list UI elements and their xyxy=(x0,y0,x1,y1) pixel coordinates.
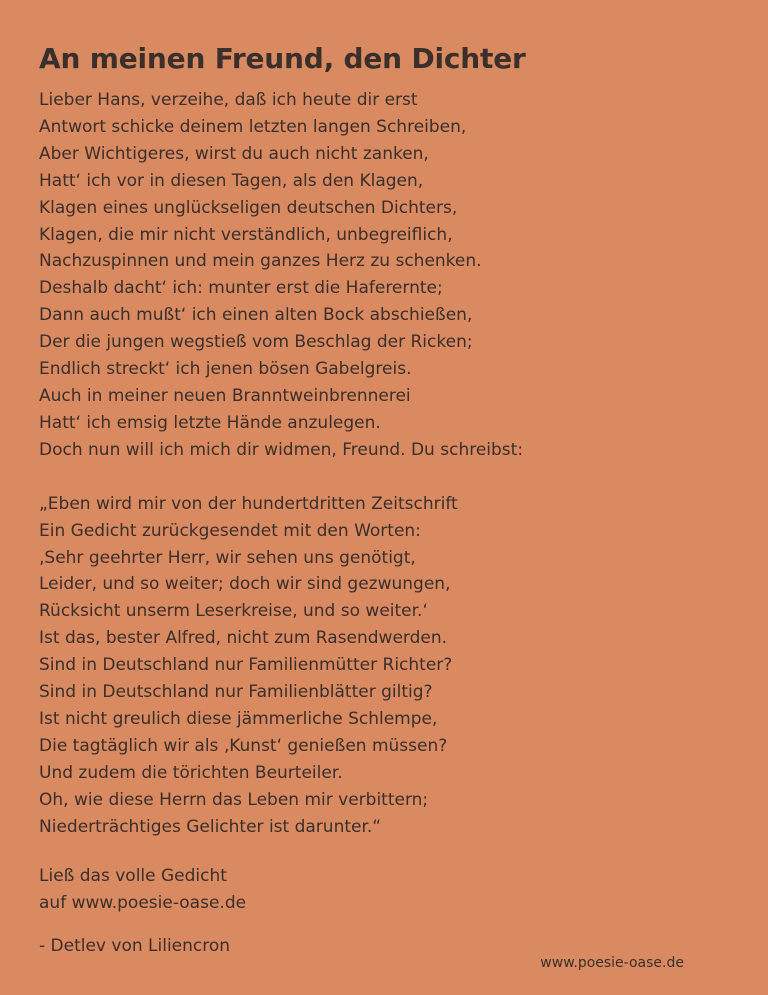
poem-line: Sind in Deutschland nur Familienmütter Richter? xyxy=(39,655,453,676)
poem-page xyxy=(39,38,729,917)
poem-line: Auch in meiner neuen Branntweinbrennerei xyxy=(39,385,411,406)
stanza-gap xyxy=(39,464,729,491)
poem-line: Aber Wichtigeres, wirst du auch nicht zanken, xyxy=(39,143,429,164)
poem-line: Antwort schicke deinem letzten langen Schreiben, xyxy=(39,116,467,137)
poem-line: Endlich streckt‘ ich jenen bösen Gabelgreis. xyxy=(39,359,412,380)
poem-line: „Eben wird mir von der hundertdritten Zeitschrift xyxy=(39,493,458,514)
poem-line: Deshalb dacht‘ ich: munter erst die Haferernte; xyxy=(39,278,443,299)
author-credit: - Detlev von Liliencron xyxy=(39,936,231,956)
poem-line: Ist das, bester Alfred, nicht zum Rasendwerden. xyxy=(39,628,448,649)
note-line: Ließ das volle Gedicht xyxy=(39,866,227,887)
poem-line: Ein Gedicht zurückgesendet mit den Worten: xyxy=(39,520,421,541)
poem-line: Die tagtäglich wir als ‚Kunst‘ genießen müssen? xyxy=(39,735,448,756)
poem-line: Ist nicht greulich diese jämmerliche Schlempe, xyxy=(39,708,438,729)
poem-line: Klagen, die mir nicht verständlich, unbegreiflich, xyxy=(39,224,453,245)
stanza-1 xyxy=(39,87,729,464)
poem-line: Der die jungen wegstieß vom Beschlag der Ricken; xyxy=(39,332,473,353)
note-link[interactable]: auf www.poesie-oase.de xyxy=(39,893,247,914)
stanza-2 xyxy=(39,491,729,841)
poem-line: Niederträchtiges Gelichter ist darunter.“ xyxy=(39,816,382,837)
poem-line: Lieber Hans, verzeihe, daß ich heute dir erst xyxy=(39,90,418,110)
poem-line: Oh, wie diese Herrn das Leben mir verbittern; xyxy=(39,789,429,810)
poem-line: Nachzuspinnen und mein ganzes Herz zu schenken. xyxy=(39,251,482,272)
full-poem-note xyxy=(39,863,729,917)
poem-line: Klagen eines unglückseligen deutschen Dichters, xyxy=(39,197,458,218)
poem-line: Sind in Deutschland nur Familienblätter giltig? xyxy=(39,682,433,703)
poem-line: Doch nun will ich mich dir widmen, Freund. Du schreibst: xyxy=(39,439,524,460)
poem-line: Rücksicht unserm Leserkreise, und so weiter.‘ xyxy=(39,601,428,622)
poem-line: Leider, und so weiter; doch wir sind gezwungen, xyxy=(39,574,451,595)
poem-title: An meinen Freund, den Dichter xyxy=(39,42,526,75)
poem-line: Hatt‘ ich vor in diesen Tagen, als den Klagen, xyxy=(39,170,424,191)
poem-line: Dann auch mußt‘ ich einen alten Bock abschießen, xyxy=(39,305,473,326)
poem-line: ‚Sehr geehrter Herr, wir sehen uns genötigt, xyxy=(39,547,416,568)
poem-line: Und zudem die törichten Beurteiler. xyxy=(39,762,343,783)
website-footer[interactable]: www.poesie-oase.de xyxy=(540,955,684,971)
poem-line: Hatt‘ ich emsig letzte Hände anzulegen. xyxy=(39,412,381,433)
